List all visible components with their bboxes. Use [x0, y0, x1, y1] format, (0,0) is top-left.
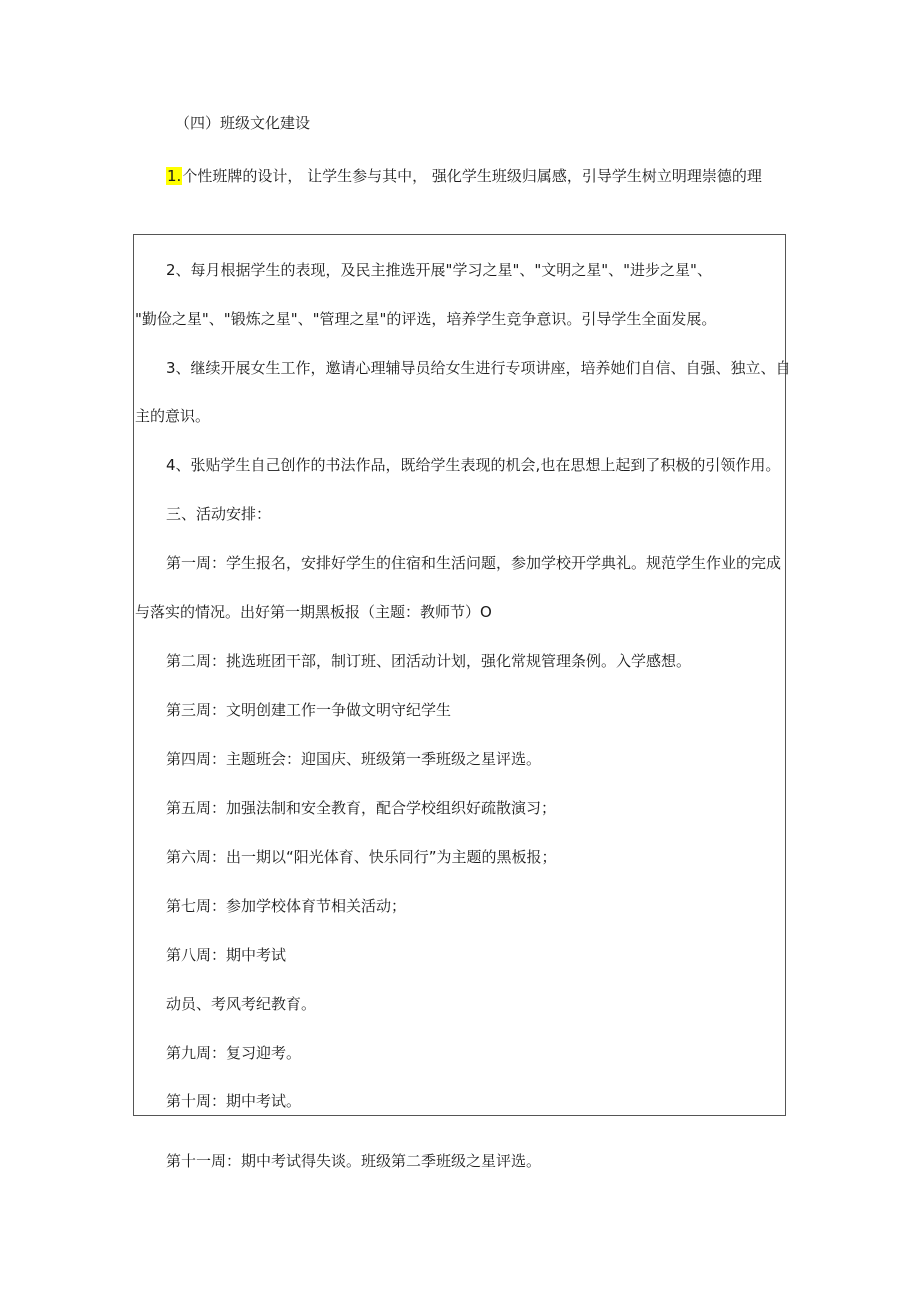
item-2-line-1: 2、每月根据学生的表现，及民主推选开展"学习之星"、"文明之星"、"进步之星"、	[166, 261, 712, 279]
week-1-line-2: 与落实的情况。出好第一期黑板报（主题：教师节）O	[135, 603, 492, 621]
week-2: 第二周：挑选班团干部，制订班、团活动计划，强化常规管理条例。入学感想。	[166, 652, 692, 670]
section-3-title: 三、活动安排：	[166, 505, 272, 523]
item-4: 4、张贴学生自己创作的书法作品，既给学生表现的机会,也在思想上起到了积极的引领作用。	[166, 456, 781, 474]
week-9: 第九周：复习迎考。	[166, 1044, 302, 1062]
week-8: 第八周：期中考试	[166, 946, 287, 964]
item-1-text: 个性班牌的设计， 让学生参与其中， 强化学生班级归属感，引导学生树立明理崇德的理	[182, 167, 762, 185]
week-10: 第十周：期中考试。	[166, 1092, 302, 1110]
item-2-line-2: "勤俭之星"、"锻炼之星"、"管理之星"的评选，培养学生竞争意识。引导学生全面发展。	[135, 310, 717, 328]
week-7: 第七周：参加学校体育节相关活动；	[166, 897, 407, 915]
week-8-note: 动员、考风考纪教育。	[166, 995, 317, 1013]
week-4: 第四周：主题班会：迎国庆、班级第一季班级之星评选。	[166, 750, 542, 768]
week-3: 第三周：文明创建工作一争做文明守纪学生	[166, 701, 452, 719]
item-3-line-1: 3、继续开展女生工作，邀请心理辅导员给女生进行专项讲座，培养她们自信、自强、独立、自	[166, 359, 791, 377]
week-6: 第六周：出一期以“阳光体育、快乐同行”为主题的黑板报；	[166, 848, 557, 866]
week-11: 第十一周：期中考试得失谈。班级第二季班级之星评选。	[166, 1152, 542, 1170]
week-5: 第五周：加强法制和安全教育，配合学校组织好疏散演习；	[166, 799, 557, 817]
item-1-number-highlight: 1.	[167, 167, 182, 185]
item-1	[166, 166, 762, 186]
item-3-line-2: 主的意识。	[135, 407, 211, 425]
section-heading: （四）班级文化建设	[175, 114, 311, 132]
week-1-line-1: 第一周：学生报名，安排好学生的住宿和生活问题，参加学校开学典礼。规范学生作业的完成	[166, 554, 782, 572]
